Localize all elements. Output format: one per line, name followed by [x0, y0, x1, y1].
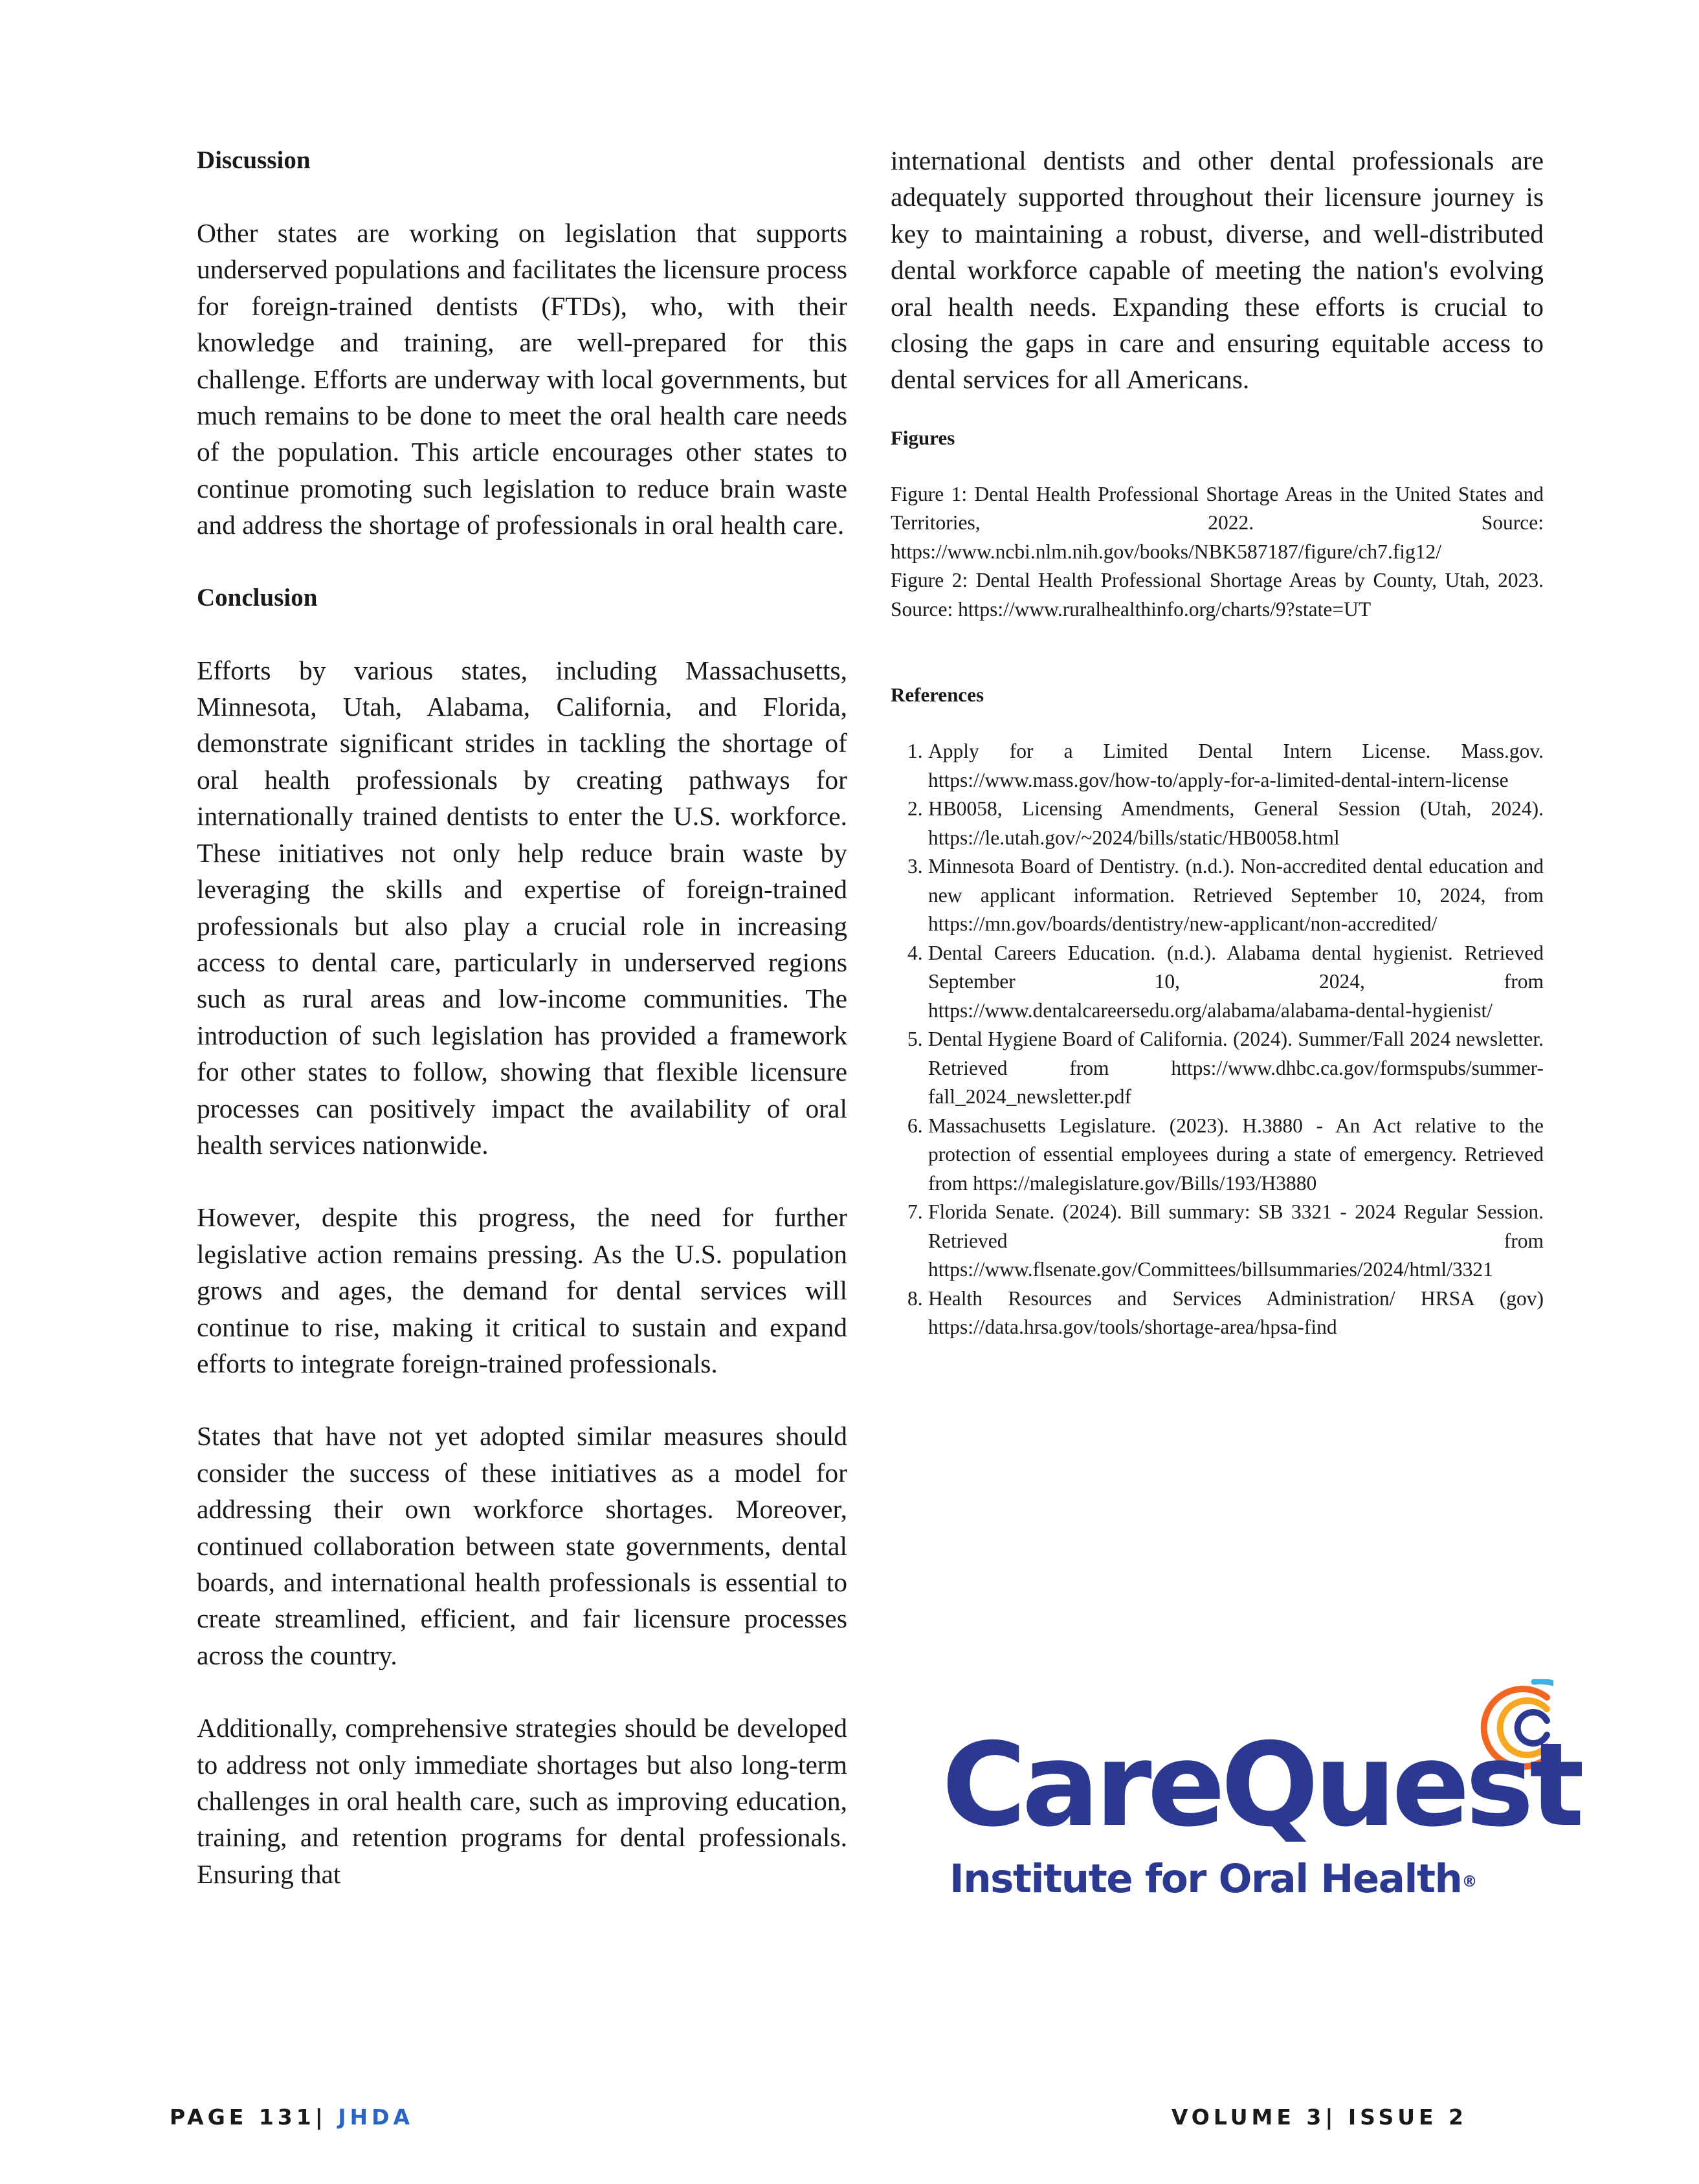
conclusion-continuation: international dentists and other dental professionals are adequately supported throughout their licensure journey is key to maintaining a robust, diverse, and well-distributed dental workforce capable of meeting the nation's evolving oral health needs. Expanding these efforts is crucial to closing the gaps in care and ensuring equitable access to dental services for all Americans.	[891, 146, 1544, 395]
reference-item: 7. Florida Senate. (2024). Bill summary: SB 3321 - 2024 Regular Session. Retrieved from https://www.flsenate.gov/Committees/billsummaries/2024/html/3321	[907, 1200, 1544, 1281]
conclusion-paragraph: States that have not yet adopted similar measures should consider the success of these initiatives as a model for addressing their own workforce shortages. Moreover, continued collaboration between state governments, dental boards, and international health professionals is essential to create streamlined, efficient, and fair licensure processes across the country.	[197, 1421, 847, 1670]
logo-wordmark: CareQuest	[942, 1718, 1581, 1852]
reference-item: 6. Massachusetts Legislature. (2023). H.3880 - An Act relative to the protection of essential employees during a state of emergency. Retrieved from https://malegislature.gov/Bills/193/H3880	[907, 1114, 1544, 1195]
figure-caption: Figure 1: Dental Health Professional Shortage Areas in the United States and Territories, 2022. Source: https://www.ncbi.nlm.nih.gov/books/NBK587187/figure/ch7.fig12/	[891, 482, 1544, 563]
figures-heading: Figures	[891, 426, 955, 449]
footer-volume: VOLUME 3| ISSUE 2	[1171, 2104, 1467, 2130]
conclusion-paragraph: Efforts by various states, including Massachusetts, Minnesota, Utah, Alabama, California, and Florida, demonstrate significant strides in tackling the shortage of oral health professionals by creating pathways for internationally trained dentists to enter the U.S. workforce. These initiatives not only help reduce brain waste by leveraging the skills and expertise of foreign-trained professionals but also play a crucial role in increasing access to dental care, particularly in underserved regions such as rural areas and low-income communities. The introduction of such legislation has provided a framework for other states to follow, showing that flexible licensure processes can positively impact the availability of oral health services nationwide.	[197, 655, 847, 1160]
conclusion-heading: Conclusion	[197, 583, 318, 612]
footer-page-info	[170, 2104, 414, 2130]
left-column	[197, 142, 847, 1892]
references-list	[891, 737, 1544, 1342]
carequest-logo	[942, 1679, 1581, 1912]
page-number: PAGE 131|	[170, 2104, 327, 2130]
figure-caption: Figure 2: Dental Health Professional Shortage Areas by County, Utah, 2023. Source: https://www.ruralhealthinfo.org/charts/9?state=UT	[891, 569, 1544, 621]
conclusion-paragraph: Additionally, comprehensive strategies should be developed to address not only immediate shortages but also long-term challenges in oral health care, such as improving education, training, and retention programs for dental professionals. Ensuring that	[197, 1713, 847, 1889]
reference-item: 2. HB0058, Licensing Amendments, General Session (Utah, 2024). https://le.utah.gov/~2024/bills/static/HB0058.html	[907, 797, 1544, 849]
right-column	[891, 142, 1544, 1342]
reference-item: 3. Minnesota Board of Dentistry. (n.d.). Non-accredited dental education and new applicant information. Retrieved September 10, 2024, from https://mn.gov/boards/dentistry/new-applicant/non-accredited/	[907, 855, 1544, 936]
reference-item: 8. Health Resources and Services Administration/ HRSA (gov) https://data.hrsa.gov/tools/shortage-area/hpsa-find	[907, 1286, 1544, 1339]
reference-item: 4. Dental Careers Education. (n.d.). Alabama dental hygienist. Retrieved September 10, 2024, from https://www.dentalcareersedu.org/alabama/alabama-dental-hygienist/	[907, 941, 1544, 1022]
journal-name: JHDA	[338, 2104, 414, 2130]
conclusion-paragraph: However, despite this progress, the need for further legislative action remains pressing. As the U.S. population grows and ages, the demand for dental services will continue to rise, making it critical to sustain and expand efforts to integrate foreign-trained professionals.	[197, 1202, 847, 1378]
discussion-heading: Discussion	[197, 146, 311, 174]
reference-item: 1. Apply for a Limited Dental Intern License. Mass.gov. https://www.mass.gov/how-to/apply-for-a-limited-dental-intern-license	[907, 740, 1544, 791]
reference-item: 5. Dental Hygiene Board of California. (2024). Summer/Fall 2024 newsletter. Retrieved from https://www.dhbc.ca.gov/formspubs/summer-fall_2024_newsletter.pdf	[907, 1028, 1544, 1109]
logo-subtitle: Institute for Oral Health®	[949, 1856, 1478, 1902]
discussion-paragraph: Other states are working on legislation that supports underserved populations and facilitates the licensure process for foreign-trained dentists (FTDs), who, with their knowledge and training, are well-prepared for this challenge. Efforts are underway with local governments, but much remains to be done to meet the oral health care needs of the population. This article encourages other states to continue promoting such legislation to reduce brain waste and address the shortage of professionals in oral health care.	[197, 218, 847, 540]
references-heading: References	[891, 683, 984, 707]
